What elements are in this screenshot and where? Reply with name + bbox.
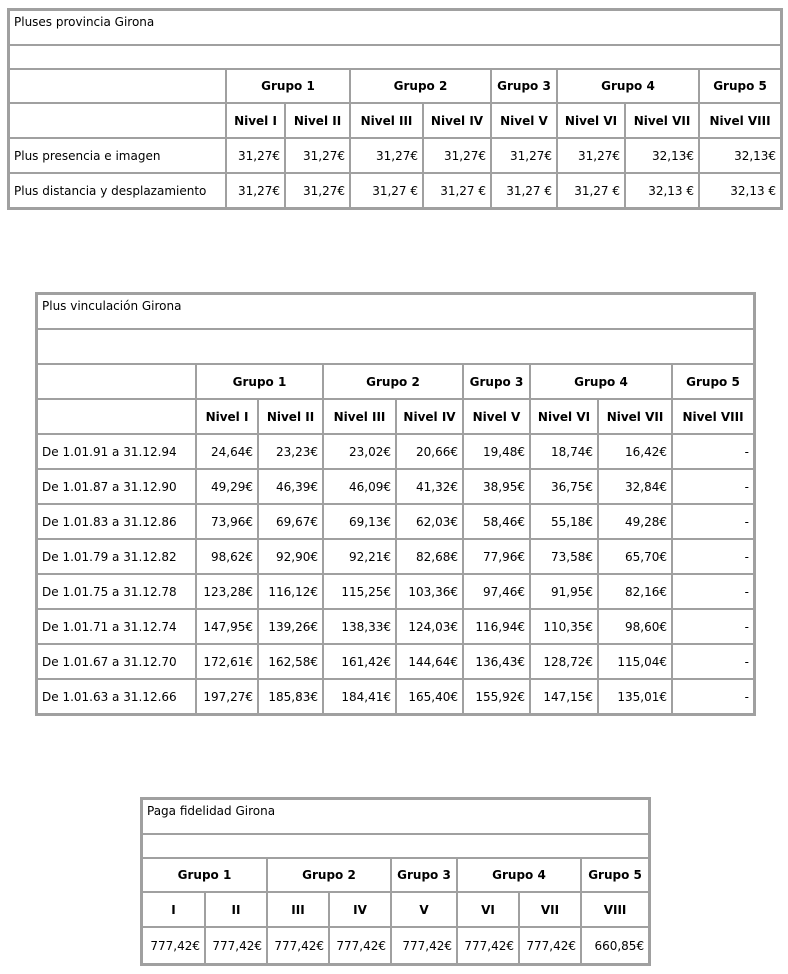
value-cell: 18,74€: [530, 434, 598, 469]
table-row: [37, 539, 754, 574]
level-header: Nivel VII: [625, 103, 699, 138]
value-cell: 49,28€: [598, 504, 672, 539]
value-cell: 65,70€: [598, 539, 672, 574]
value-cell: 31,27€: [557, 138, 625, 173]
value-cell: 777,42€: [205, 927, 267, 964]
level-header: Nivel VIII: [699, 103, 781, 138]
value-cell: 16,42€: [598, 434, 672, 469]
level-header: I: [142, 892, 205, 927]
value-cell: 38,95€: [463, 469, 530, 504]
value-cell: 32,13 €: [625, 173, 699, 208]
value-cell: 32,13€: [625, 138, 699, 173]
value-cell: 32,13 €: [699, 173, 781, 208]
corner-cell: [37, 399, 196, 434]
group-header: Grupo 1: [142, 858, 267, 892]
level-header-row: [142, 892, 649, 927]
group-header: Grupo 3: [463, 364, 530, 399]
value-cell: 31,27€: [350, 138, 423, 173]
empty-row: [142, 834, 649, 858]
table-row: [9, 173, 781, 208]
value-cell: 24,64€: [196, 434, 258, 469]
table-title: Pluses provincia Girona: [9, 10, 781, 45]
value-cell: 103,36€: [396, 574, 463, 609]
level-header: Nivel I: [196, 399, 258, 434]
value-cell: 116,94€: [463, 609, 530, 644]
value-cell: 135,01€: [598, 679, 672, 714]
level-header: Nivel II: [258, 399, 323, 434]
value-cell: 46,39€: [258, 469, 323, 504]
empty-row: [37, 329, 754, 364]
group-header: Grupo 2: [350, 69, 491, 103]
value-cell: 97,46€: [463, 574, 530, 609]
group-header: Grupo 1: [226, 69, 350, 103]
value-cell: 36,75€: [530, 469, 598, 504]
value-cell: 62,03€: [396, 504, 463, 539]
group-header: Grupo 2: [323, 364, 463, 399]
value-cell: 777,42€: [457, 927, 519, 964]
corner-cell: [37, 364, 196, 399]
value-cell: 77,96€: [463, 539, 530, 574]
value-cell: 116,12€: [258, 574, 323, 609]
value-cell: -: [672, 679, 754, 714]
level-header: Nivel IV: [423, 103, 491, 138]
value-cell: 31,27€: [491, 138, 557, 173]
group-header: Grupo 4: [457, 858, 581, 892]
value-cell: 98,62€: [196, 539, 258, 574]
value-cell: 69,13€: [323, 504, 396, 539]
value-cell: -: [672, 574, 754, 609]
row-label: De 1.01.79 a 31.12.82: [37, 539, 196, 574]
value-cell: 147,95€: [196, 609, 258, 644]
value-cell: 144,64€: [396, 644, 463, 679]
value-cell: 124,03€: [396, 609, 463, 644]
paga-fidelidad-table: [140, 797, 651, 966]
value-cell: 139,26€: [258, 609, 323, 644]
row-label: De 1.01.67 a 31.12.70: [37, 644, 196, 679]
row-label: De 1.01.63 a 31.12.66: [37, 679, 196, 714]
value-cell: -: [672, 504, 754, 539]
table-title: Plus vinculación Girona: [37, 294, 754, 329]
pluses-provincia-table: [7, 8, 783, 210]
title-row: [142, 799, 649, 834]
group-header: Grupo 3: [491, 69, 557, 103]
level-header: Nivel V: [491, 103, 557, 138]
value-cell: 31,27 €: [350, 173, 423, 208]
value-cell: 31,27 €: [557, 173, 625, 208]
value-cell: 82,16€: [598, 574, 672, 609]
empty-cell: [37, 329, 754, 364]
level-header: VIII: [581, 892, 649, 927]
value-cell: 128,72€: [530, 644, 598, 679]
value-cell: 46,09€: [323, 469, 396, 504]
value-cell: 185,83€: [258, 679, 323, 714]
table-row: [37, 434, 754, 469]
value-cell: -: [672, 539, 754, 574]
table-row: [37, 469, 754, 504]
value-cell: 147,15€: [530, 679, 598, 714]
level-header: VII: [519, 892, 581, 927]
level-header: III: [267, 892, 329, 927]
value-cell: -: [672, 469, 754, 504]
value-cell: 58,46€: [463, 504, 530, 539]
group-header: Grupo 4: [557, 69, 699, 103]
value-cell: 777,42€: [267, 927, 329, 964]
empty-cell: [142, 834, 649, 858]
corner-cell: [9, 69, 226, 103]
value-cell: 184,41€: [323, 679, 396, 714]
row-label: De 1.01.91 a 31.12.94: [37, 434, 196, 469]
value-cell: 31,27€: [423, 138, 491, 173]
level-header: IV: [329, 892, 391, 927]
group-header: Grupo 5: [699, 69, 781, 103]
title-row: [37, 294, 754, 329]
value-cell: 138,33€: [323, 609, 396, 644]
empty-row: [9, 45, 781, 69]
level-header: Nivel I: [226, 103, 285, 138]
table-row: [37, 504, 754, 539]
value-cell: 92,21€: [323, 539, 396, 574]
level-header-row: [37, 399, 754, 434]
level-header: V: [391, 892, 457, 927]
table-row: [37, 644, 754, 679]
row-label: De 1.01.75 a 31.12.78: [37, 574, 196, 609]
value-cell: 32,84€: [598, 469, 672, 504]
value-cell: 98,60€: [598, 609, 672, 644]
group-header: Grupo 4: [530, 364, 672, 399]
level-header: Nivel IV: [396, 399, 463, 434]
table-row: [37, 679, 754, 714]
value-cell: 136,43€: [463, 644, 530, 679]
level-header: II: [205, 892, 267, 927]
value-cell: 32,13€: [699, 138, 781, 173]
value-cell: -: [672, 609, 754, 644]
table-row: [9, 138, 781, 173]
value-cell: 777,42€: [391, 927, 457, 964]
level-header: Nivel V: [463, 399, 530, 434]
plus-vinculacion-table: [35, 292, 756, 716]
value-cell: 777,42€: [142, 927, 205, 964]
value-cell: 31,27 €: [423, 173, 491, 208]
value-cell: 31,27€: [285, 138, 350, 173]
group-header: Grupo 1: [196, 364, 323, 399]
value-cell: 110,35€: [530, 609, 598, 644]
value-cell: 162,58€: [258, 644, 323, 679]
row-label: Plus distancia y desplazamiento: [9, 173, 226, 208]
value-cell: 115,25€: [323, 574, 396, 609]
level-header: Nivel III: [323, 399, 396, 434]
value-cell: 31,27 €: [491, 173, 557, 208]
empty-cell: [9, 45, 781, 69]
level-header-row: [9, 103, 781, 138]
level-header: Nivel III: [350, 103, 423, 138]
value-cell: 31,27€: [226, 138, 285, 173]
group-header-row: [142, 858, 649, 892]
level-header: Nivel VII: [598, 399, 672, 434]
table-title: Paga fidelidad Girona: [142, 799, 649, 834]
corner-cell: [9, 103, 226, 138]
value-cell: 660,85€: [581, 927, 649, 964]
value-cell: 69,67€: [258, 504, 323, 539]
value-cell: 31,27€: [226, 173, 285, 208]
value-cell: 197,27€: [196, 679, 258, 714]
value-cell: 777,42€: [329, 927, 391, 964]
value-cell: 49,29€: [196, 469, 258, 504]
value-cell: 23,23€: [258, 434, 323, 469]
value-cell: 31,27€: [285, 173, 350, 208]
value-cell: 55,18€: [530, 504, 598, 539]
title-row: [9, 10, 781, 45]
table-row: [142, 927, 649, 964]
value-cell: 92,90€: [258, 539, 323, 574]
value-cell: 73,58€: [530, 539, 598, 574]
group-header: Grupo 3: [391, 858, 457, 892]
value-cell: 20,66€: [396, 434, 463, 469]
level-header: Nivel VIII: [672, 399, 754, 434]
row-label: De 1.01.71 a 31.12.74: [37, 609, 196, 644]
value-cell: 172,61€: [196, 644, 258, 679]
value-cell: 115,04€: [598, 644, 672, 679]
value-cell: 23,02€: [323, 434, 396, 469]
level-header: Nivel II: [285, 103, 350, 138]
value-cell: 777,42€: [519, 927, 581, 964]
level-header: Nivel VI: [530, 399, 598, 434]
value-cell: 123,28€: [196, 574, 258, 609]
value-cell: 82,68€: [396, 539, 463, 574]
value-cell: -: [672, 434, 754, 469]
group-header: Grupo 5: [581, 858, 649, 892]
level-header: VI: [457, 892, 519, 927]
value-cell: 155,92€: [463, 679, 530, 714]
value-cell: 41,32€: [396, 469, 463, 504]
value-cell: 165,40€: [396, 679, 463, 714]
table-row: [37, 574, 754, 609]
row-label: Plus presencia e imagen: [9, 138, 226, 173]
value-cell: -: [672, 644, 754, 679]
table-row: [37, 609, 754, 644]
value-cell: 73,96€: [196, 504, 258, 539]
group-header: Grupo 2: [267, 858, 391, 892]
value-cell: 91,95€: [530, 574, 598, 609]
level-header: Nivel VI: [557, 103, 625, 138]
group-header-row: [9, 69, 781, 103]
row-label: De 1.01.83 a 31.12.86: [37, 504, 196, 539]
row-label: De 1.01.87 a 31.12.90: [37, 469, 196, 504]
group-header: Grupo 5: [672, 364, 754, 399]
value-cell: 19,48€: [463, 434, 530, 469]
value-cell: 161,42€: [323, 644, 396, 679]
group-header-row: [37, 364, 754, 399]
